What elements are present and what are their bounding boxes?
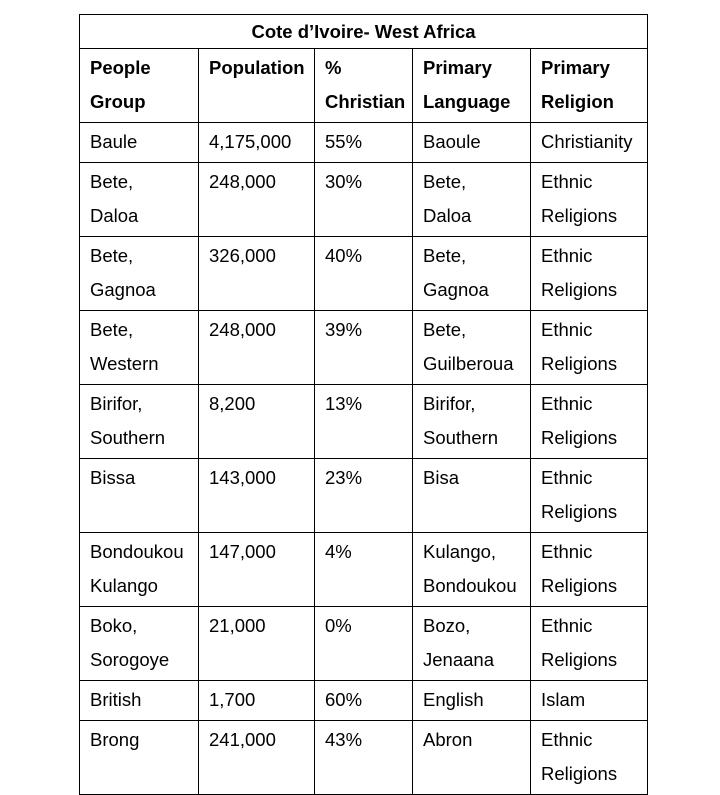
percent-christian-cell: 0%	[315, 607, 413, 681]
population-cell: 143,000	[199, 459, 315, 533]
primary-religion-cell: Ethnic Religions	[531, 533, 648, 607]
title-row	[80, 15, 648, 49]
people-group-cell: Brong	[80, 721, 199, 795]
table-row	[80, 533, 648, 607]
population-cell: 8,200	[199, 385, 315, 459]
header-people-group: People Group	[80, 49, 199, 123]
primary-religion-cell: Ethnic Religions	[531, 459, 648, 533]
people-group-cell: Bete, Gagnoa	[80, 237, 199, 311]
people-groups-table	[79, 14, 648, 795]
percent-christian-cell: 40%	[315, 237, 413, 311]
population-cell: 147,000	[199, 533, 315, 607]
primary-language-cell: Baoule	[413, 123, 531, 163]
header-primary-language: Primary Language	[413, 49, 531, 123]
primary-language-cell: Birifor, Southern	[413, 385, 531, 459]
population-cell: 326,000	[199, 237, 315, 311]
people-group-cell: British	[80, 681, 199, 721]
population-cell: 21,000	[199, 607, 315, 681]
table-row	[80, 721, 648, 795]
primary-language-cell: Bete, Guilberoua	[413, 311, 531, 385]
table-row	[80, 123, 648, 163]
people-group-cell: Birifor, Southern	[80, 385, 199, 459]
primary-language-cell: Kulango, Bondoukou	[413, 533, 531, 607]
primary-language-cell: Bete, Gagnoa	[413, 237, 531, 311]
percent-christian-cell: 60%	[315, 681, 413, 721]
population-cell: 4,175,000	[199, 123, 315, 163]
table-title: Cote d’Ivoire- West Africa	[80, 15, 648, 49]
header-row	[80, 49, 648, 123]
primary-religion-cell: Ethnic Religions	[531, 607, 648, 681]
primary-religion-cell: Islam	[531, 681, 648, 721]
table-row	[80, 459, 648, 533]
people-group-cell: Bete, Daloa	[80, 163, 199, 237]
percent-christian-cell: 30%	[315, 163, 413, 237]
percent-christian-cell: 43%	[315, 721, 413, 795]
table-row	[80, 311, 648, 385]
table-row	[80, 681, 648, 721]
people-group-cell: Bissa	[80, 459, 199, 533]
primary-religion-cell: Ethnic Religions	[531, 237, 648, 311]
primary-religion-cell: Christianity	[531, 123, 648, 163]
primary-language-cell: English	[413, 681, 531, 721]
percent-christian-cell: 23%	[315, 459, 413, 533]
people-group-cell: Bete, Western	[80, 311, 199, 385]
percent-christian-cell: 13%	[315, 385, 413, 459]
primary-religion-cell: Ethnic Religions	[531, 721, 648, 795]
people-group-cell: Bondoukou Kulango	[80, 533, 199, 607]
table-row	[80, 607, 648, 681]
primary-language-cell: Bete, Daloa	[413, 163, 531, 237]
table-row	[80, 237, 648, 311]
population-cell: 248,000	[199, 311, 315, 385]
primary-religion-cell: Ethnic Religions	[531, 385, 648, 459]
header-primary-religion: Primary Religion	[531, 49, 648, 123]
population-cell: 241,000	[199, 721, 315, 795]
percent-christian-cell: 4%	[315, 533, 413, 607]
people-group-cell: Boko, Sorogoye	[80, 607, 199, 681]
primary-language-cell: Bisa	[413, 459, 531, 533]
primary-religion-cell: Ethnic Religions	[531, 311, 648, 385]
primary-language-cell: Abron	[413, 721, 531, 795]
population-cell: 1,700	[199, 681, 315, 721]
primary-religion-cell: Ethnic Religions	[531, 163, 648, 237]
table-row	[80, 385, 648, 459]
primary-language-cell: Bozo, Jenaana	[413, 607, 531, 681]
header-population: Population	[199, 49, 315, 123]
population-cell: 248,000	[199, 163, 315, 237]
percent-christian-cell: 55%	[315, 123, 413, 163]
header-percent-christian: % Christian	[315, 49, 413, 123]
people-group-cell: Baule	[80, 123, 199, 163]
table-row	[80, 163, 648, 237]
percent-christian-cell: 39%	[315, 311, 413, 385]
